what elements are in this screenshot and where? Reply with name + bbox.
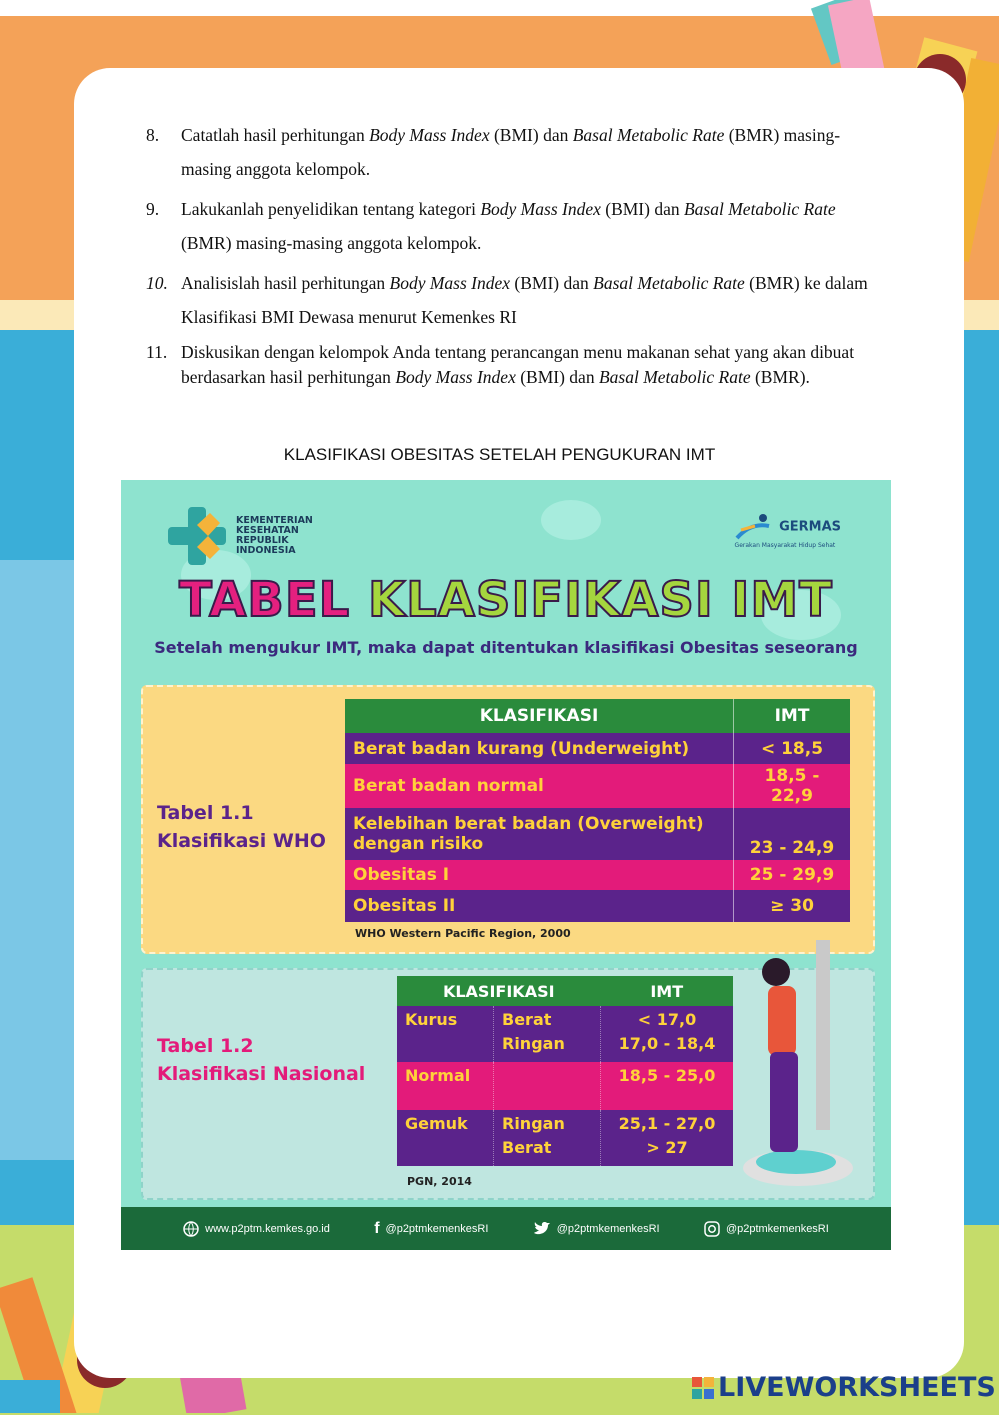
item-text [181,340,886,390]
header-cell: IMT [601,976,734,1006]
text-run: (BMR) masing-masing anggota kelompok. [181,233,482,253]
italic-term: Body Mass Index [395,367,516,387]
subcategory-cell: Ringan Berat [494,1110,601,1166]
imt-cell: 18,5 - 22,9 [764,766,820,806]
subcategory-cell [494,1062,601,1110]
twitter-link[interactable] [533,1221,660,1236]
germas-logo [735,512,841,549]
text-run: (BMR) ke dalam Klasifikasi BMI Dewasa menurut Kemenkes RI [181,273,868,327]
ministry-line: KEMENTERIAN [236,515,313,526]
figure-caption: KLASIFIKASI OBESITAS SETELAH PENGUKURAN IMT [283,445,716,464]
imt-cell: 23 - 24,9 [749,838,835,858]
germas-figure-icon [735,512,775,542]
national-panel [141,968,875,1200]
subcategory-cell: Berat Ringan [494,1006,601,1062]
twitter-handle: @p2ptmkemenkesRI [556,1222,660,1235]
imt-cell: < 17,0 17,0 - 18,4 [618,1010,716,1053]
classification-cell: Kelebihan berat badan (Overweight) dengan risiko [345,808,734,860]
table-row [397,1062,733,1110]
text-run: (BMI) dan [600,199,684,219]
table-label-line: Klasifikasi Nasional [157,1063,366,1085]
list-item [146,192,886,260]
text-run: Analisislah hasil perhitungan [181,273,390,293]
instagram-icon [704,1221,720,1237]
item-number: 8. [146,125,160,145]
globe-icon [183,1221,199,1237]
facebook-handle: @p2ptmkemenkesRI [385,1222,489,1235]
classification-cell: Obesitas II [345,890,734,922]
text-run: (BMR). [750,367,810,387]
who-classification-table [345,699,850,922]
text-run: (BMR) masing-masing anggota kelompok. [181,125,841,179]
national-classification-table [397,976,733,1166]
classification-cell: Obesitas I [345,860,734,890]
table-header-row [345,699,850,733]
twitter-icon [533,1221,551,1236]
table-label-line: Tabel 1.1 [157,802,254,824]
ministry-name [236,516,313,556]
item-number: 9. [146,199,160,219]
classification-cell: Berat badan normal [345,764,734,808]
website-text: www.p2ptm.kemkes.go.id [205,1222,330,1235]
imt-infographic [121,480,891,1250]
instagram-handle: @p2ptmkemenkesRI [725,1222,829,1235]
italic-term: Basal Metabolic Rate [598,367,751,387]
table-row [345,890,850,922]
text-run: (BMI) dan [515,367,599,387]
ministry-line: REPUBLIK [236,535,289,546]
list-item [146,266,886,334]
table-label-line: Tabel 1.2 [157,1035,254,1057]
italic-term: Basal Metabolic Rate [683,199,836,219]
infographic-footer [121,1207,891,1250]
imt-cell: 18,5 - 25,0 [618,1066,716,1085]
table-header-row [397,976,733,1006]
facebook-icon: f [374,1219,380,1237]
kemenkes-emblem-icon [166,505,228,567]
imt-cell: 25,1 - 27,0 > 27 [618,1114,716,1157]
website-link[interactable] [183,1221,330,1237]
ministry-line: INDONESIA [236,545,296,556]
table-row [345,733,850,764]
text-run: (BMI) dan [489,125,573,145]
ministry-line: KESEHATAN [236,525,299,536]
italic-term: Body Mass Index [389,273,511,293]
header-cell: KLASIFIKASI [397,976,601,1006]
category-cell: Gemuk [397,1110,494,1166]
table-row [397,1110,733,1166]
infographic-title [121,572,891,628]
table-row [397,1006,733,1062]
item-text [181,266,886,334]
text-run: (BMI) dan [510,273,594,293]
title-part-pink: TABEL [179,572,351,628]
table-row [345,808,850,860]
category-cell: Normal [397,1062,494,1110]
brand-text: LIVEWORKSHEETS [718,1372,996,1403]
header-cell: KLASIFIKASI [345,699,734,733]
italic-term: Basal Metabolic Rate [572,125,725,145]
who-panel [141,685,875,954]
kemenkes-logo [166,505,313,567]
imt-cell: ≥ 30 [770,896,814,916]
text-run: Diskusikan dengan kelompok Anda tentang perancangan menu makanan sehat yang akan dibuat berdasarkan hasil perhitungan [181,342,855,387]
instruction-list [146,118,886,396]
table-row [345,764,850,808]
national-source: PGN, 2014 [407,1175,472,1188]
text-run: Catatlah hasil perhitungan [181,125,370,145]
classification-cell: Berat badan kurang (Underweight) [345,733,734,764]
imt-cell: < 18,5 [760,738,824,759]
liveworksheets-brand[interactable] [692,1372,996,1403]
table-label-line: Klasifikasi WHO [157,830,326,852]
germas-subtext: Gerakan Masyarakat Hidup Sehat [734,542,836,549]
category-cell: Kurus [397,1006,494,1062]
national-table-label [157,1032,365,1088]
person-weighing-illustration [738,930,868,1190]
who-table-label [157,799,326,855]
list-item [146,340,886,390]
text-run: Lakukanlah penyelidikan tentang kategori [181,199,481,219]
item-text [181,118,886,186]
imt-cell: 25 - 29,9 [749,865,835,885]
italic-term: Body Mass Index [369,125,490,145]
table-row [345,860,850,890]
italic-term: Body Mass Index [480,199,601,219]
item-number: 10. [146,273,168,293]
title-part-green: KLASIFIKASI IMT [367,572,833,628]
liveworksheets-logo-icon [692,1377,714,1399]
list-item [146,118,886,186]
item-number: 11. [146,342,168,362]
item-text [181,192,886,260]
instagram-link[interactable] [704,1221,829,1237]
header-cell: IMT [734,699,851,733]
who-source: WHO Western Pacific Region, 2000 [355,927,571,940]
infographic-subtitle: Setelah mengukur IMT, maka dapat ditentukan klasifikasi Obesitas seseorang [154,638,858,657]
germas-text: GERMAS [779,519,841,535]
background-light-blue [0,560,80,1160]
facebook-link[interactable] [374,1220,488,1238]
bubble-decoration [541,500,601,540]
italic-term: Basal Metabolic Rate [593,273,745,293]
